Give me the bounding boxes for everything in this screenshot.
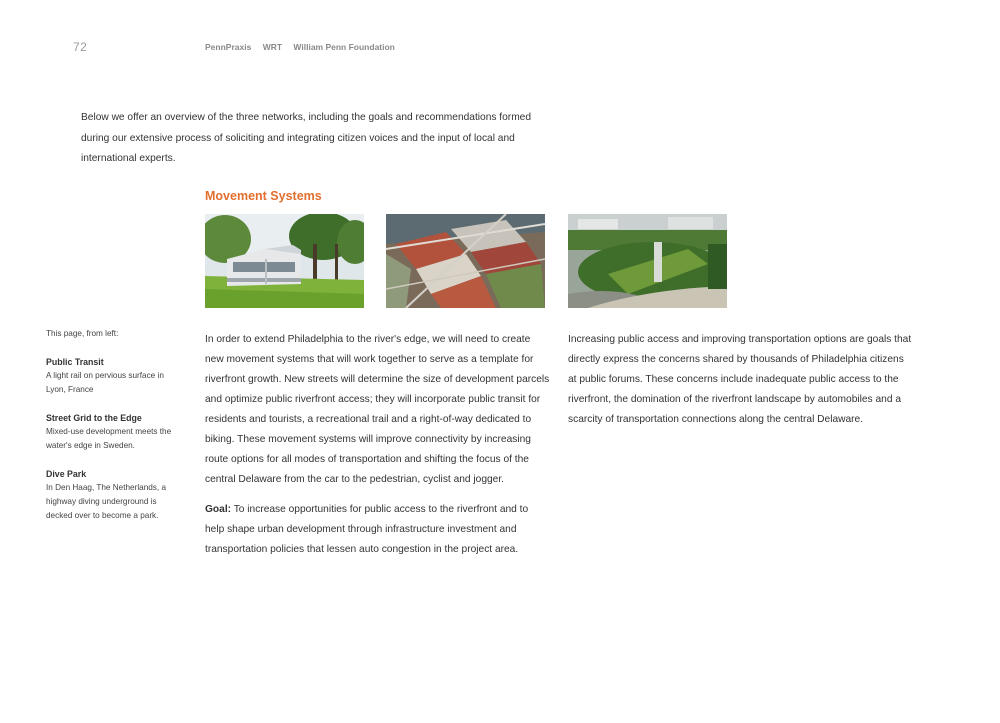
goal-label: Goal: [205,504,232,515]
body-paragraph: Increasing public access and improving transportation options are goals that directly express the concerns shared by thousands of Philadelphia citizens at public forums. These concerns include inadequate public access to the riverfront, the domination of the riverfront landscape by automobiles and a scarcity of transportation connections along the central Delaware. [568,334,912,425]
caption-title: Street Grid to the Edge [46,413,142,423]
org-wrt: WRT [262,42,283,52]
body-column-left [205,330,550,560]
caption-text: Mixed-use development meets the water's edge in Sweden. [46,427,172,450]
caption-public-transit [46,355,176,397]
caption-title: Dive Park [46,469,87,479]
org-william-penn-foundation: William Penn Foundation [293,42,395,52]
photo-dive-park [568,214,727,308]
page-number: 72 [73,40,88,54]
header-organizations [205,42,404,52]
caption-text: A light rail on pervious surface in Lyon, France [46,371,164,394]
caption-dive-park [46,467,176,523]
caption-text: In Den Haag, The Netherlands, a highway diving underground is decked over to become a park. [46,483,167,520]
goal-text: To increase opportunities for public access to the riverfront and to help shape urban development through infrastructure investment and transportation policies that lessen auto congestion in the project area. [205,504,529,555]
caption-title: Public Transit [46,357,104,367]
photo-public-transit [205,214,364,308]
org-pennpraxis: PennPraxis [205,42,252,52]
body-paragraph: In order to extend Philadelphia to the river's edge, we will need to create new movement systems that will work together to serve as a template for riverfront growth. New streets will determine the size of development parcels and optimize public riverfront access; they will incorporate public transit for residents and tourists, a recreational trail and a right-of-way dedicated to biking. These movement systems will improve connectivity by increasing route options for all modes of transportation and shifting the focus of the central Delaware from the car to the pedestrian, cyclist and jogger. [205,334,550,485]
caption-street-grid [46,411,176,453]
intro-paragraph: Below we offer an overview of the three networks, including the goals and recommendations formed during our extensive process of soliciting and integrating citizen voices and the input of local and international experts. [81,112,532,164]
photo-captions [46,327,176,523]
section-title: Movement Systems [205,189,322,203]
goal-paragraph [205,500,550,560]
body-column-right [568,330,913,430]
caption-lead: This page, from left: [46,329,119,338]
photo-street-grid [386,214,545,308]
